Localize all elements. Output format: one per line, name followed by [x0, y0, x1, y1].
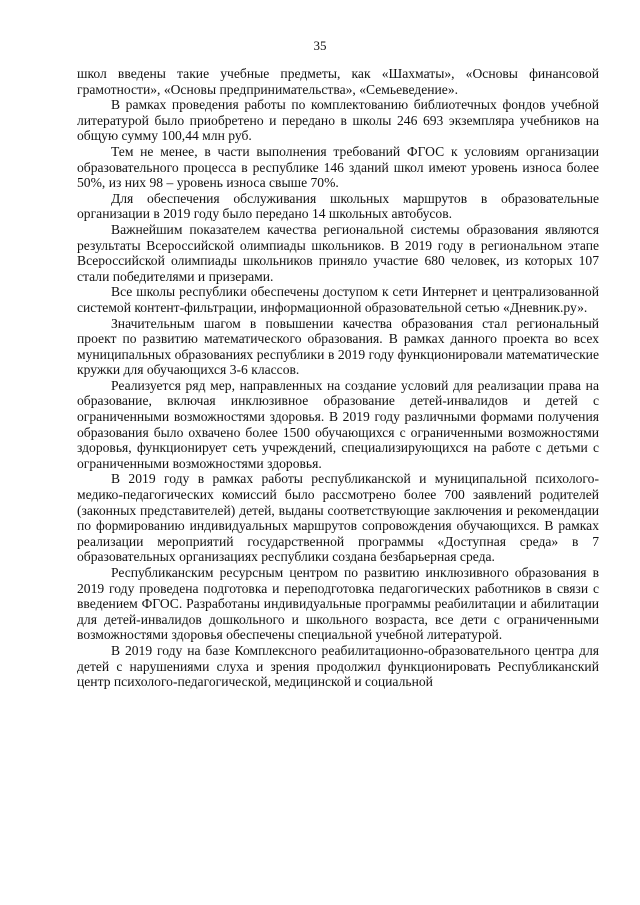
paragraph-resource-center: Республиканским ресурсным центром по развитию инклюзивного образования в 2019 году проведена подготовка и переподготовка педагогических работников в связи с введением ФГОС. Разработаны индивидуальные программы реабилитации и абилитации для детей-инвалидов дошкольного и школьного возраста, все дети с ограниченными возможностями здоровья обеспечены специальной учебной литературой. — [77, 565, 599, 643]
paragraph-school-buses: Для обеспечения обслуживания школьных маршрутов в образовательные организации в 2019 году было передано 14 школьных автобусов. — [77, 190, 599, 222]
paragraph-rehab-center: В 2019 году на базе Комплексного реабилитационно-образовательного центра для детей с нарушениями слуха и зрения продолжил функционировать Республиканский центр психолого-педагогической, медицинской и социальной — [77, 642, 599, 690]
paragraph-math-project: Значительным шагом в повышении качества образования стал региональный проект по развитию математического образования. В рамках данного проекта во всех муниципальных образованиях республики в 2019 году функционировали математические кружки для обучающихся 3-6 классов. — [77, 315, 599, 378]
paragraph-school-subjects: школ введены такие учебные предметы, как «Шахматы», «Основы финансовой грамотности», «Основы предпринимательства», «Семьеведение». — [77, 66, 599, 97]
page-number: 35 — [313, 38, 327, 53]
paragraph-pmpk-commissions: В 2019 году в рамках работы республиканской и муниципальной психолого-медико-педагогических комиссий было рассмотрено более 700 заявлений родителей (законных представителей) детей, выданы соответствующие заключения и рекомендации по формированию индивидуальных маршрутов сопровождения обучающихся. В рамках реализации мероприятий государственной программы «Доступная среда» в 7 образовательных организациях республики создана безбарьерная среда. — [77, 471, 599, 565]
paragraph-internet-access: Все школы республики обеспечены доступом к сети Интернет и централизованной системой контент-фильтрации, информационной образовательной сетью «Дневник.ру». — [77, 284, 599, 315]
paragraph-library-funds: В рамках проведения работы по комплектованию библиотечных фондов учебной литературой было приобретено и передано в школы 246 693 экземпляра учебников на общую сумму 100,44 млн руб. — [77, 97, 599, 144]
paragraph-inclusive-education: Реализуется ряд мер, направленных на создание условий для реализации права на образование, включая инклюзивное образование детей-инвалидов и детей с ограниченными возможностями здоровья. В 2019 году различными формами получения образования было охвачено более 1500 обучающихся с ограниченными возможностями здоровья, функционирует сеть учреждений, специализирующихся на работе с детьми с ограниченными возможностями здоровья. — [77, 377, 599, 471]
paragraph-olympiad: Важнейшим показателем качества региональной системы образования являются результаты Всероссийской олимпиады школьников. В 2019 году в региональном этапе Всероссийской олимпиады школьников приняло участие 680 человек, из которых 107 стали победителями и призерами. — [77, 221, 599, 284]
body-text — [77, 66, 599, 690]
paragraph-building-wear: Тем не менее, в части выполнения требований ФГОС к условиям организации образовательного процесса в республике 146 зданий школ имеют уровень износа более 50%, из них 98 – уровень износа свыше 70%. — [77, 143, 599, 191]
